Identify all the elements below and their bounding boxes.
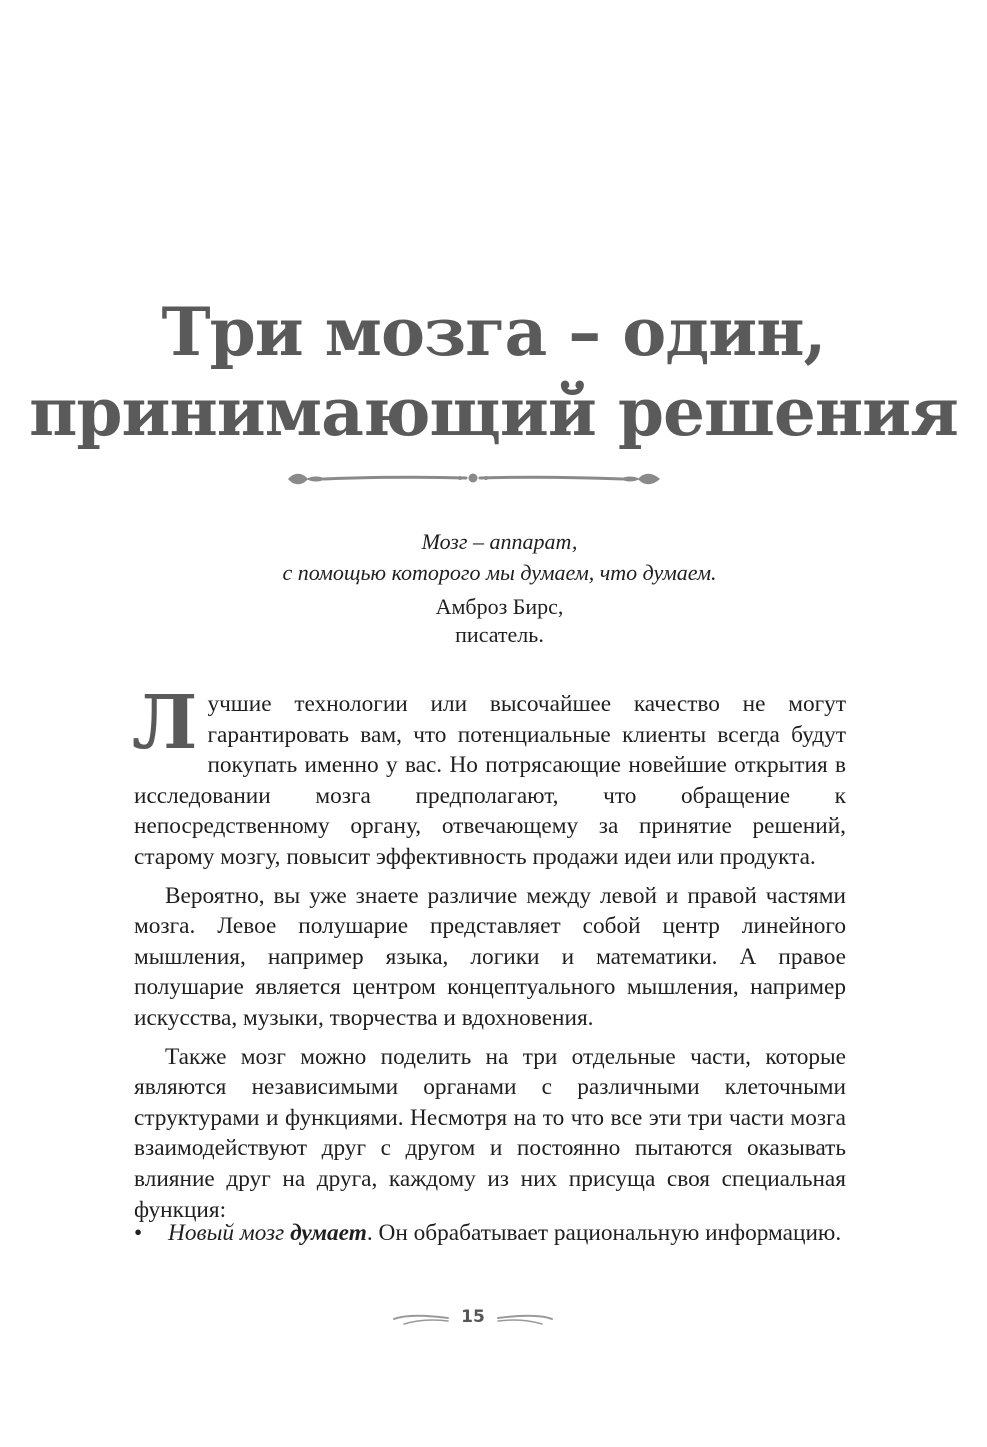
page-footer [388, 1303, 558, 1333]
epigraph-quote-line-2: с помощью которого мы думаем, что думаем. [282, 560, 717, 585]
chapter-title-line-2: принимающий решения [29, 373, 958, 451]
bullet-italic-text: Новый мозг [168, 1220, 291, 1246]
bullet-text [134, 1218, 846, 1249]
bullet-list-item [134, 1218, 846, 1249]
drop-cap: Л [132, 680, 198, 766]
page-number: 15 [461, 1307, 485, 1327]
epigraph-quote [6, 526, 987, 588]
paragraph-1-text: учшие технологии или высочайшее качество не могут гарантировать вам, что потенциальные клиенты всегда будут покупать именно у вас. Но потрясающие новейшие открытия в исследовании мозга предполагают, что обращение к непосредственному органу, отвечающему за принятие решений, старому мозгу, повысит эффективность продажи идеи или продукта. [134, 691, 846, 870]
title-divider-ornament [280, 466, 667, 492]
epigraph-quote-line-1: Мозг – аппарат, [421, 529, 578, 554]
paragraph-2: Вероятно, вы уже знаете различие между левой и правой частями мозга. Левое полушарие представляет собой центр линейного мышления, например языка, логики и математики. А правое полушарие является центром концептуального мышления, например искусства, музыки, творчества и вдохновения. [134, 882, 846, 1031]
epigraph-author: Амброз Бирс, [435, 594, 564, 619]
bullet-rest-text: . Он обрабатывает рациональную информацию. [366, 1220, 842, 1246]
epigraph-author-role: писатель. [455, 622, 544, 647]
bullet-bold-text: думает [290, 1220, 367, 1246]
bullet-marker: • [134, 1220, 143, 1246]
body-text [132, 680, 846, 1233]
paragraph-3: Также мозг можно поделить на три отдельные части, которые являются независимыми органами с различными клеточными структурами и функциями. Несмотря на то что все эти три части мозга взаимодействуют друг с другом и постоянно пытаются оказывать влияние друг на друга, каждому из них присуща своя специальная функция: [134, 1043, 846, 1223]
chapter-title [0, 292, 987, 452]
paragraph-1 [132, 680, 846, 873]
chapter-title-line-1: Три мозга – один, [161, 293, 826, 371]
epigraph-attribution [6, 593, 987, 649]
